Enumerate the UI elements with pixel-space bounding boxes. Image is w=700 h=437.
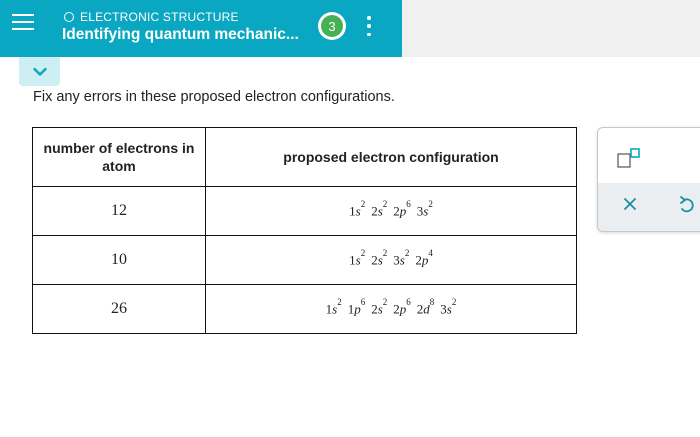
table-row (33, 285, 577, 334)
collapse-button[interactable] (19, 57, 60, 86)
header-electrons: number of electrons in atom (33, 128, 206, 187)
close-icon[interactable] (622, 196, 638, 217)
top-bar-right (402, 0, 700, 57)
orbital-term: $1s^2$ (349, 248, 366, 268)
chevron-down-icon (33, 67, 47, 77)
orbital-term: $1p^6$ (347, 297, 366, 317)
orbital-term: $2d^8$ (416, 297, 435, 317)
electron-count: 10 (33, 236, 206, 285)
answer-action-bar (598, 183, 700, 231)
orbital-term: $3s^2$ (416, 199, 433, 219)
progress-badge[interactable] (318, 12, 346, 40)
table-row (33, 187, 577, 236)
section-indicator (64, 9, 239, 25)
header-configuration: proposed electron configuration (206, 128, 577, 187)
lesson-title: Identifying quantum mechanic... (62, 26, 299, 43)
superscript-icon[interactable] (617, 148, 643, 175)
electron-configuration[interactable] (206, 236, 577, 285)
more-options-icon[interactable] (364, 16, 374, 36)
orbital-term: $1s^2$ (325, 297, 342, 317)
section-label: ELECTRONIC STRUCTURE (80, 10, 239, 24)
configuration-table (32, 127, 577, 334)
orbital-term: $2p^4$ (415, 248, 433, 268)
electron-configuration[interactable] (206, 285, 577, 334)
undo-icon[interactable] (678, 195, 696, 220)
question-prompt: Fix any errors in these proposed electron configurations. (33, 89, 395, 105)
orbital-term: $2s^2$ (371, 297, 388, 317)
orbital-term: $1s^2$ (349, 199, 366, 219)
answer-tools-panel (597, 127, 700, 232)
orbital-term: $2s^2$ (371, 199, 388, 219)
orbital-term: $2p^6$ (393, 199, 411, 219)
top-bar (0, 0, 402, 57)
electron-count: 26 (33, 285, 206, 334)
electron-configuration[interactable] (206, 187, 577, 236)
orbital-term: $2p^6$ (393, 297, 411, 317)
circle-icon (64, 12, 74, 22)
electron-count: 12 (33, 187, 206, 236)
table-row (33, 236, 577, 285)
orbital-term: $2s^2$ (371, 248, 388, 268)
menu-button[interactable] (0, 0, 45, 50)
progress-count: 3 (321, 15, 343, 37)
orbital-term: $3s^2$ (440, 297, 457, 317)
orbital-term: $3s^2$ (393, 248, 410, 268)
